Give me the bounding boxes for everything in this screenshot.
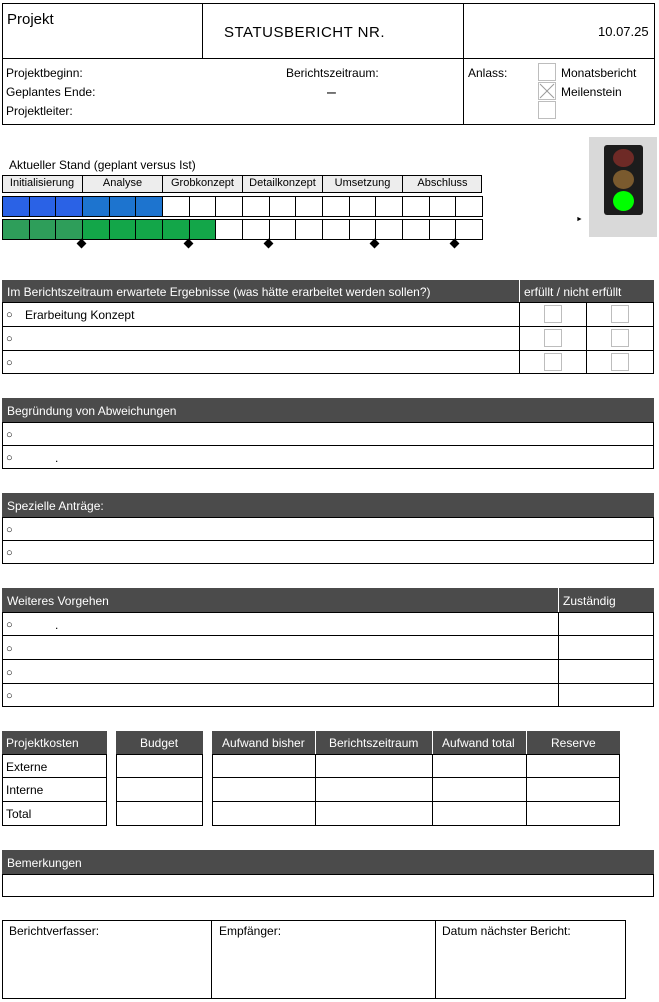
- actual-segment: [2, 219, 30, 240]
- next-steps-bullet-1: ○: [6, 619, 13, 631]
- planned-segment: [322, 196, 350, 217]
- planned-segment: [349, 196, 377, 217]
- meilenstein-checkbox[interactable]: [538, 82, 556, 100]
- effort-header-div-1: [315, 731, 316, 754]
- aufwand-total-header: Aufwand total: [442, 736, 515, 750]
- next-steps-row-line-3: [2, 683, 654, 684]
- phase-label-detailkonzept: Detailkonzept: [242, 175, 322, 193]
- responsible-header-text: Zuständig: [563, 594, 616, 608]
- result-2-unfulfilled-checkbox[interactable]: [611, 329, 629, 347]
- requests-row-line: [2, 540, 654, 541]
- budget-body: [116, 754, 203, 826]
- actual-segment: [162, 219, 190, 240]
- next-steps-header-divider: [558, 588, 559, 612]
- costs-label-header-text: Projektkosten: [6, 736, 79, 750]
- remarks-body[interactable]: [2, 874, 654, 897]
- actual-segment: [215, 219, 243, 240]
- next-steps-bullet-4: ○: [6, 690, 13, 702]
- footer-divider-2: [435, 920, 436, 999]
- phase-label-grobkonzept: Grobkonzept: [162, 175, 242, 193]
- results-header-divider: [519, 280, 520, 302]
- projektleiter-label: Projektleiter:: [6, 104, 73, 118]
- planned-segment: [295, 196, 323, 217]
- header-divider-h: [2, 58, 655, 59]
- remarks-header-text: Bemerkungen: [7, 856, 82, 870]
- planned-segment: [135, 196, 163, 217]
- costs-row-externe: Externe: [6, 760, 48, 774]
- planned-segment: [215, 196, 243, 217]
- milestone-diamond-icon: [77, 239, 87, 249]
- effort-col-line-1: [315, 754, 316, 826]
- next-steps-row-line-1: [2, 635, 654, 636]
- milestone-diamond-icon: [370, 239, 380, 249]
- effort-body: [212, 754, 620, 826]
- planned-segment: [242, 196, 270, 217]
- result-2-fulfilled-checkbox[interactable]: [544, 329, 562, 347]
- header-box: [2, 3, 655, 125]
- monatsbericht-label: Monatsbericht: [561, 66, 637, 80]
- planned-segment: [2, 196, 30, 217]
- results-row-1: Erarbeitung Konzept: [25, 308, 135, 322]
- actual-segment: [295, 219, 323, 240]
- costs-label-line-2: [2, 801, 107, 802]
- effort-row-line-2: [212, 801, 620, 802]
- actual-segment: [82, 219, 110, 240]
- deviations-bullet-2: ○: [6, 452, 13, 464]
- costs-row-total: Total: [6, 807, 32, 821]
- progress-title: Aktueller Stand (geplant versus Ist): [9, 158, 196, 172]
- actual-segment: [189, 219, 217, 240]
- projektbeginn-label: Projektbeginn:: [6, 66, 83, 80]
- small-arrow-icon: ►: [576, 216, 583, 223]
- next-steps-header-text: Weiteres Vorgehen: [7, 594, 109, 608]
- planned-segment: [402, 196, 430, 217]
- costs-label-line-1: [2, 777, 107, 778]
- next-steps-bullet-2: ○: [6, 643, 13, 655]
- requests-header-text: Spezielle Anträge:: [7, 499, 104, 513]
- actual-segment: [242, 219, 270, 240]
- deviations-row-2: .: [55, 451, 59, 465]
- actual-segment: [375, 219, 403, 240]
- phase-label-abschluss: Abschluss: [402, 175, 482, 193]
- results-col-line-1: [519, 302, 520, 374]
- deviations-header-text: Begründung von Abweichungen: [7, 404, 177, 418]
- next-steps-col-line: [558, 612, 559, 707]
- actual-segment: [349, 219, 377, 240]
- results-bullet-3: ○: [6, 357, 13, 369]
- berichtszeitraum-value: –: [327, 84, 336, 101]
- header-divider-v1: [202, 3, 203, 59]
- planned-segment: [82, 196, 110, 217]
- red-light-icon: [613, 149, 634, 167]
- milestone-diamond-icon: [450, 239, 460, 249]
- results-row-line-2: [2, 350, 654, 351]
- actual-segment: [55, 219, 83, 240]
- milestone-diamond-icon: [183, 239, 193, 249]
- planned-segment: [29, 196, 57, 217]
- requests-bullet-1: ○: [6, 524, 13, 536]
- next-steps-row-line-2: [2, 659, 654, 660]
- result-1-unfulfilled-checkbox[interactable]: [611, 305, 629, 323]
- recipient-label: Empfänger:: [219, 924, 282, 938]
- report-date: 10.07.25: [598, 24, 649, 39]
- effort-col-line-2: [432, 754, 433, 826]
- budget-line-2: [116, 801, 203, 802]
- results-bullet-2: ○: [6, 333, 13, 345]
- results-status-header: erfüllt / nicht erfüllt: [524, 285, 622, 299]
- deviations-bullet-1: ○: [6, 429, 13, 441]
- actual-segment: [402, 219, 430, 240]
- actual-segment: [455, 219, 483, 240]
- green-light-icon: [613, 191, 634, 211]
- phase-label-analyse: Analyse: [82, 175, 162, 193]
- deviations-row-line: [2, 445, 654, 446]
- effort-header-div-2: [432, 731, 433, 754]
- actual-segment: [322, 219, 350, 240]
- costs-row-interne: Interne: [6, 783, 44, 797]
- actual-segment: [135, 219, 163, 240]
- effort-col-line-3: [526, 754, 527, 826]
- phase-label-initialisierung: Initialisierung: [9, 177, 75, 189]
- actual-segment: [109, 219, 137, 240]
- author-label: Berichtverfasser:: [9, 924, 100, 938]
- geplantes-ende-label: Geplantes Ende:: [6, 85, 96, 99]
- header-divider-v2: [463, 3, 464, 125]
- anlass-label: Anlass:: [468, 66, 508, 80]
- meilenstein-label: Meilenstein: [561, 85, 622, 99]
- actual-segment: [29, 219, 57, 240]
- actual-segment: [269, 219, 297, 240]
- footer-divider-1: [211, 920, 212, 999]
- planned-segment: [429, 196, 457, 217]
- planned-segment: [269, 196, 297, 217]
- planned-segment: [55, 196, 83, 217]
- results-bullet-1: ○: [6, 309, 13, 321]
- results-row-line-1: [2, 326, 654, 327]
- effort-row-line-1: [212, 777, 620, 778]
- actual-segment: [429, 219, 457, 240]
- milestone-diamond-icon: [263, 239, 273, 249]
- planned-segment: [455, 196, 483, 217]
- checkbox-cross-icon: [539, 83, 555, 99]
- reserve-header: Reserve: [551, 736, 596, 750]
- planned-segment: [189, 196, 217, 217]
- result-3-unfulfilled-checkbox[interactable]: [611, 353, 629, 371]
- yellow-light-icon: [613, 170, 634, 189]
- berichtszeitraum-label: Berichtszeitraum:: [286, 66, 379, 80]
- results-header-text: Im Berichtszeitraum erwartete Ergebnisse (was hätte erarbeitet werden sollen?): [7, 285, 431, 299]
- next-report-label: Datum nächster Bericht:: [442, 924, 571, 938]
- results-col-line-2: [586, 302, 587, 374]
- project-label: Projekt: [7, 11, 54, 28]
- next-steps-bullet-3: ○: [6, 667, 13, 679]
- effort-header-div-3: [526, 731, 527, 754]
- next-steps-row-1: .: [55, 618, 59, 632]
- planned-segment: [375, 196, 403, 217]
- budget-header-text: Budget: [140, 736, 179, 750]
- phase-label-umsetzung: Umsetzung: [322, 175, 402, 193]
- result-3-fulfilled-checkbox[interactable]: [544, 353, 562, 371]
- report-title: STATUSBERICHT NR.: [224, 24, 386, 41]
- planned-segment: [109, 196, 137, 217]
- berichtszeitraum-header: Berichtszeitraum: [329, 736, 419, 750]
- aufwand-bisher-header: Aufwand bisher: [222, 736, 305, 750]
- monatsbericht-checkbox[interactable]: [538, 63, 556, 81]
- requests-bullet-2: ○: [6, 547, 13, 559]
- budget-line-1: [116, 777, 203, 778]
- result-1-fulfilled-checkbox[interactable]: [544, 305, 562, 323]
- planned-segment: [162, 196, 190, 217]
- remarks-header: [2, 850, 654, 874]
- empty-checkbox[interactable]: [538, 101, 556, 119]
